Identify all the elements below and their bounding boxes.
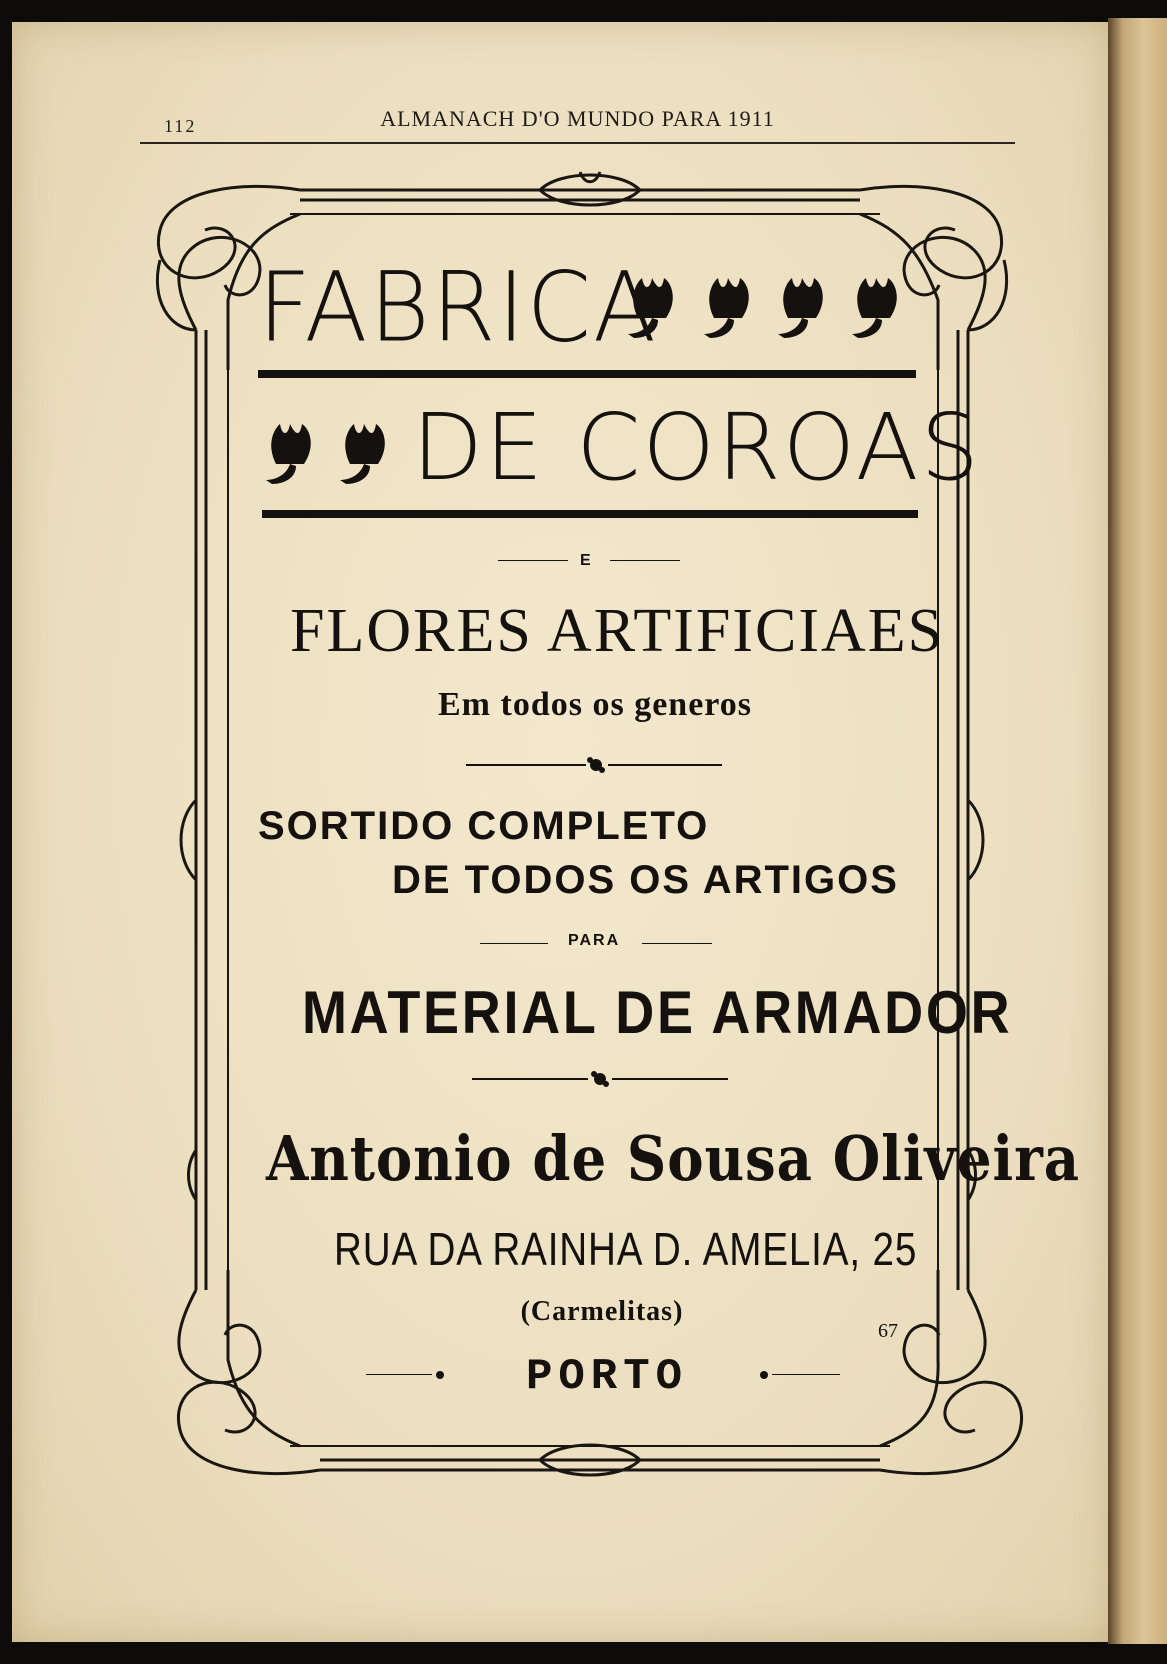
flower-divider-icon [436,757,768,1379]
tulip-icon [266,424,311,484]
line-de-todos-os-artigos: DE TODOS OS ARTIGOS [392,858,899,902]
tulip-icon [852,278,897,338]
running-title: ALMANACH D'O MUNDO PARA 1911 [380,106,775,131]
thin-rule [498,560,568,561]
page-number: 112 [164,116,197,136]
thick-rule [258,370,916,378]
city-porto: PORTO [525,1352,689,1402]
thin-rule [480,943,548,944]
divider-rule [466,764,586,766]
tulip-icon [704,278,749,338]
tulip-icon [778,278,823,338]
street-address: RUA DA RAINHA D. AMELIA, 25 [334,1223,918,1275]
headline-material-de-armador: MATERIAL DE ARMADOR [302,979,1013,1046]
thin-rule [642,943,712,944]
line-sortido-completo: SORTIDO COMPLETO [258,804,710,848]
headline-fabrica: FABRICA [258,251,658,364]
thick-rule [262,510,918,518]
conjunction-e: E [580,552,591,569]
headline-flores-artificiaes: FLORES ARTIFICIAES [290,597,945,665]
word-para: PARA [568,932,621,949]
divider-rule [472,1078,588,1080]
subline-em-todos-os-generos: Em todos os generos [438,686,752,723]
divider-rule [612,1078,728,1080]
tulip-icon [340,424,385,484]
headline-de-coroas: DE COROAS [412,394,981,501]
thin-rule [772,1374,840,1375]
thin-rule [610,560,680,561]
proprietor-name: Antonio de Sousa Oliveira [266,1122,1080,1195]
thin-rule [366,1374,432,1375]
district-carmelitas: (Carmelitas) [520,1296,684,1327]
margin-mark: 67 [878,1320,898,1342]
divider-rule [608,764,722,766]
